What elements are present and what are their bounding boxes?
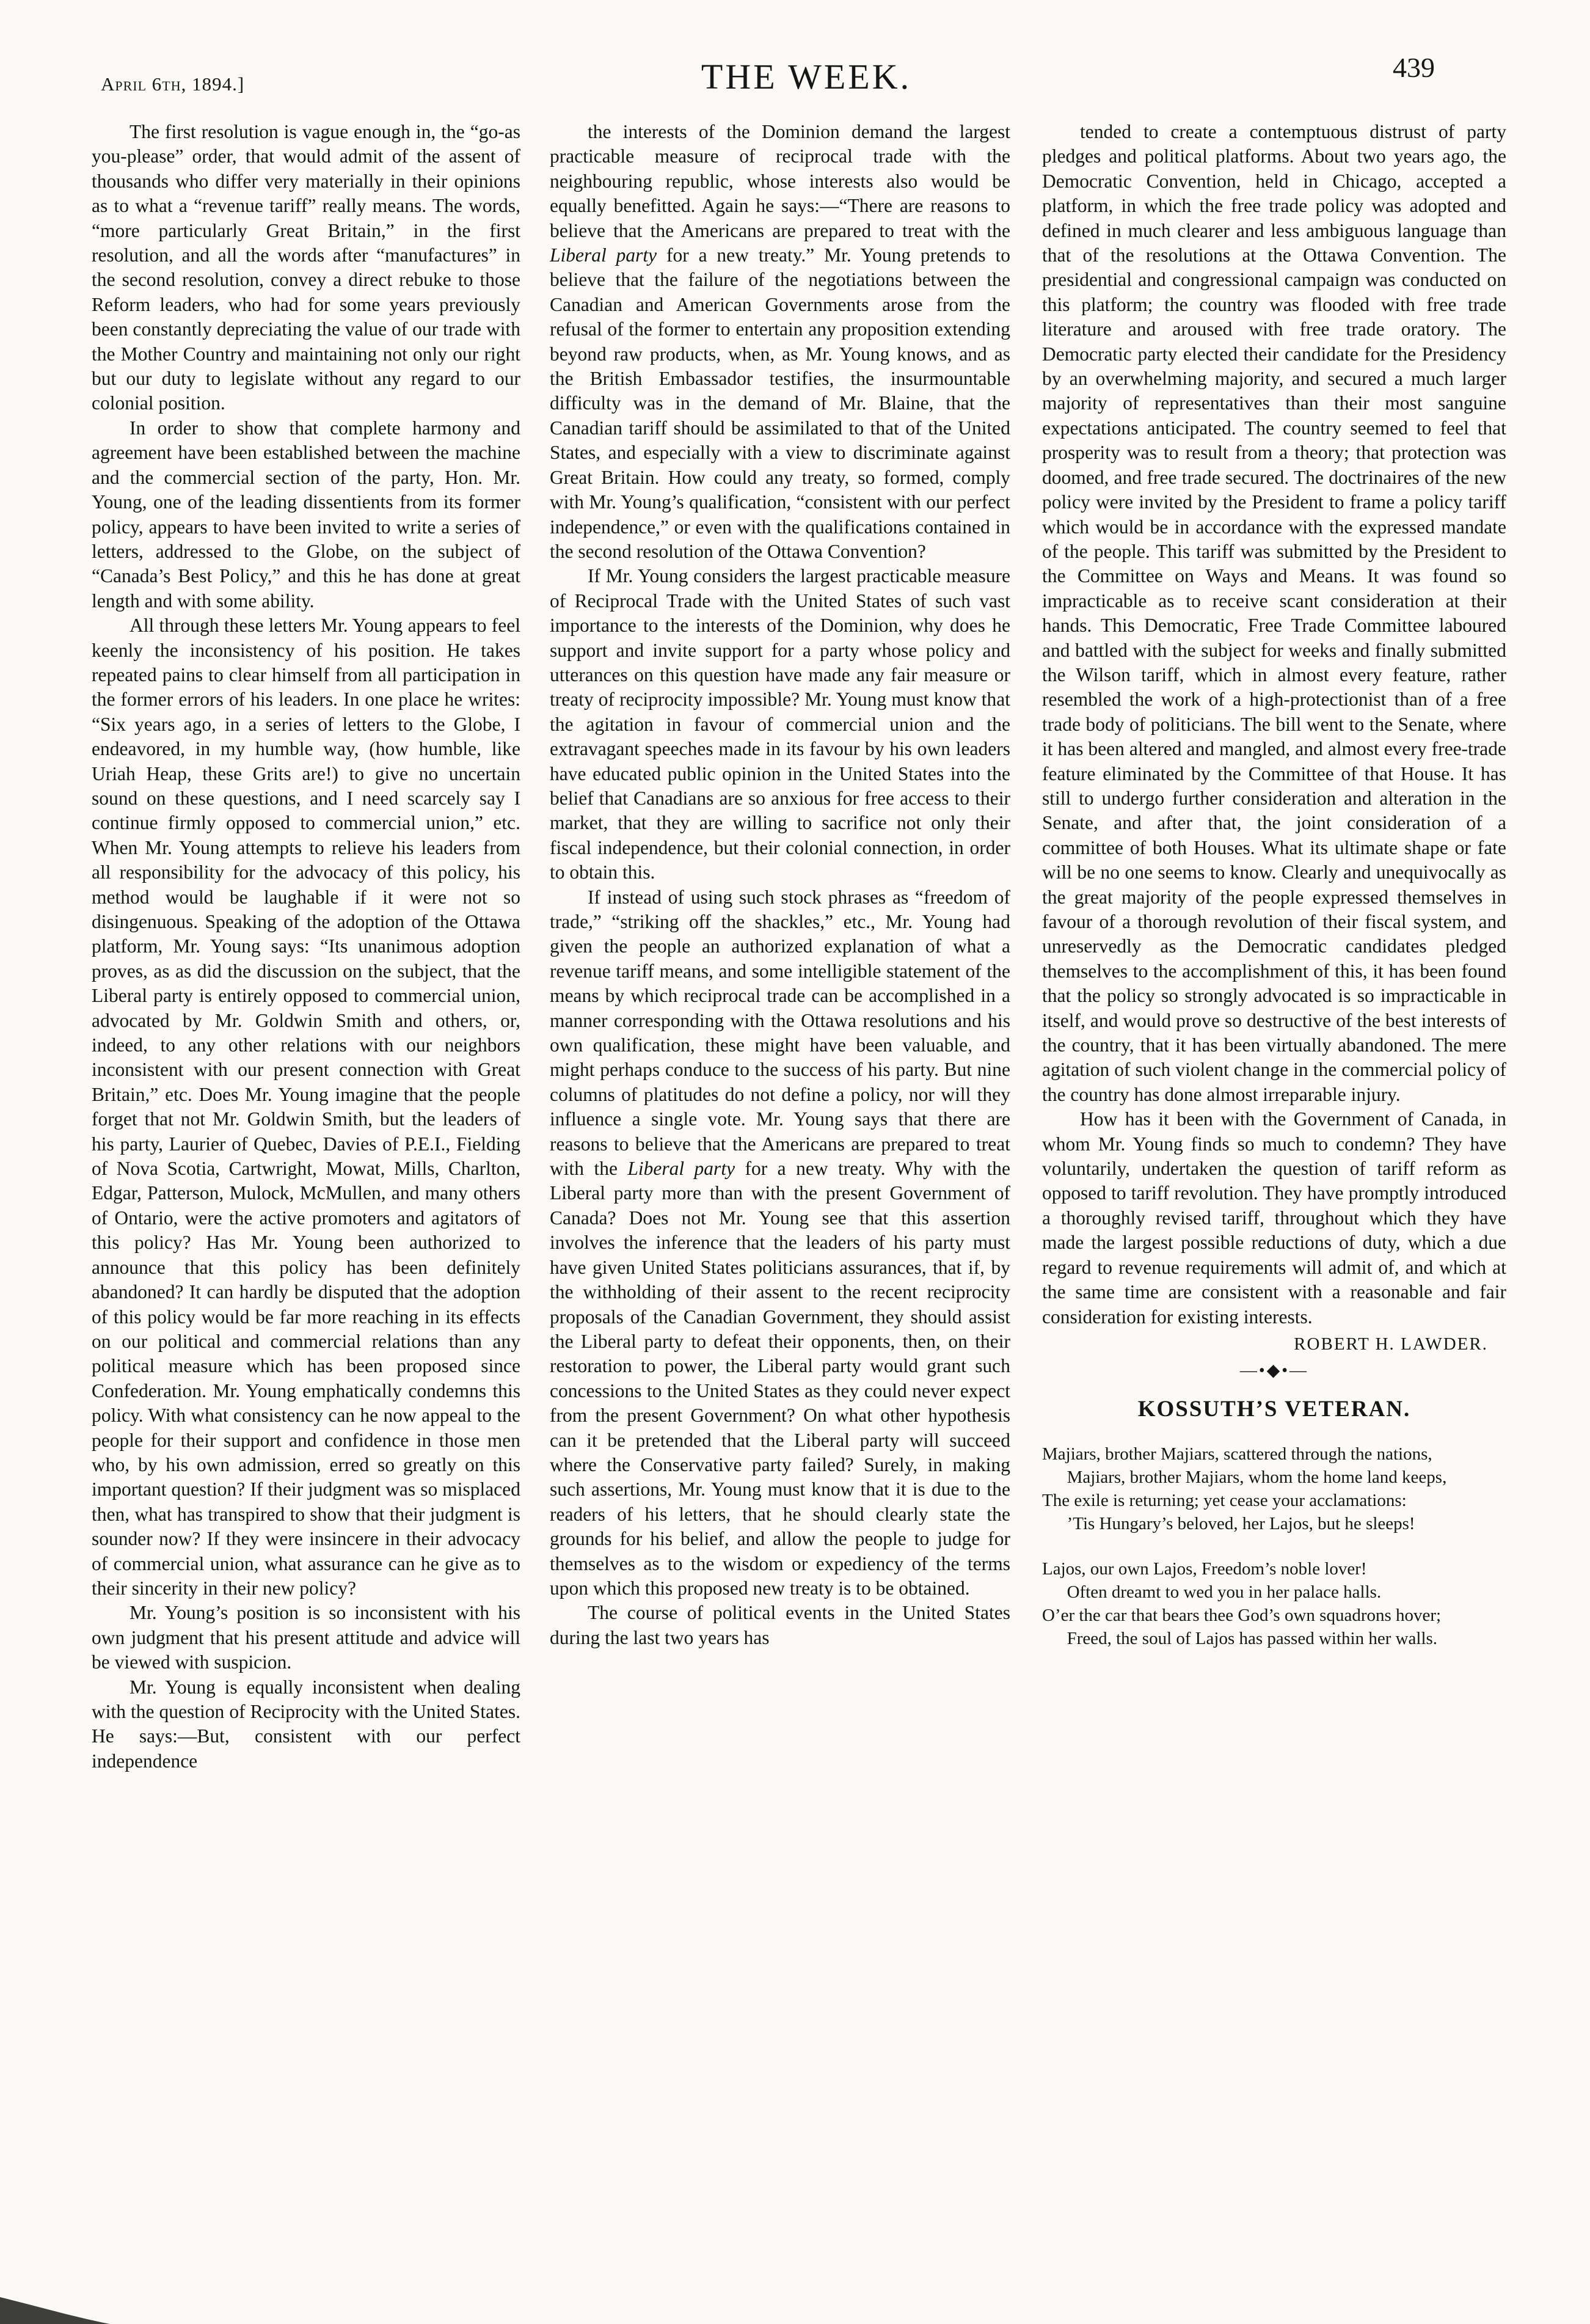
paragraph: In order to show that complete harmony and agreement have been established between the machine and the commercial section of the party, Hon. Mr. Young, one of the leading dissentients from its former policy, appears to have been invited to write a series of letters, addressed to the Globe, on the subject of “Canada’s Best Policy,” and this he has done at great length and with some ability. <box>92 417 520 612</box>
paragraph <box>550 120 1010 564</box>
poem-line: The exile is returning; yet cease your acclamations: <box>1042 1491 1407 1511</box>
paragraph: Mr. Young’s position is so inconsistent with his own judgment that his present attitude and advice will be viewed with suspicion. <box>92 1602 520 1673</box>
section-ornament: —•◆•— <box>1239 1361 1309 1381</box>
poem-line: Lajos, our own Lajos, Freedom’s noble lover! <box>1042 1559 1367 1579</box>
paragraph: If Mr. Young considers the largest practicable measure of Reciprocal Trade with the United States of such vast importance to the interests of the Dominion, why does he support and invite support for a party whose policy and utterances on this question have made any fair measure or treaty of reciprocity impossible? Mr. Young must know that the agitation in favour of commercial union and the extravagant speeches made in its favour by his own leaders have educated public opinion in the United States into the belief that Canadians are so anxious for free access to their market, that they are willing to sacrifice not only their fiscal independence, but their colonial connection, in order to obtain this. <box>550 565 1010 883</box>
poem-line: ’Tis Hungary’s beloved, her Lajos, but he sleeps! <box>1067 1514 1415 1534</box>
emphasis: Liberal party <box>627 1158 735 1180</box>
poem-line: Majiars, brother Majiars, scattered through the nations, <box>1042 1444 1432 1464</box>
paragraph: Mr. Young is equally inconsistent when dealing with the question of Reciprocity with the United States. He says:—But, consistent with our perfect independence <box>92 1676 520 1772</box>
paragraph: How has it been with the Government of Canada, in whom Mr. Young finds so much to condemn? They have voluntarily, undertaken the question of tariff reform as opposed to tariff revolution. They have promptly introduced a thoroughly revised tariff, throughout which they have made the largest possible reductions of duty, which a due regard to revenue requirements will admit of, and which at the same time are consistent with a reasonable and fair consideration for existing interests. <box>1042 1108 1506 1328</box>
emphasis: Liberal party <box>550 244 657 266</box>
poem-line: Often dreamt to wed you in her palace halls. <box>1067 1582 1382 1602</box>
page-edge-shadow <box>0 2285 1590 2324</box>
poem <box>1042 1442 1506 1650</box>
poem-line: Freed, the soul of Lajos has passed within her walls. <box>1067 1629 1438 1649</box>
paragraph: The first resolution is vague enough in, the “go-as you-please” order, that would admit of the assent of thousands who differ very materially in their opinions as to what a “revenue tariff” really means. The words, “more particularly Great Britain,” in the first resolution, and all the words after “manufactures” in the second resolution, convey a direct rebuke to those Reform leaders, who had for some years previously been constantly depreciating the value of our trade with the Mother Country and maintaining not only our right but our duty to legislate without any regard to our colonial position. <box>92 121 520 414</box>
paragraph <box>550 885 1010 1601</box>
masthead: THE WEEK. <box>701 57 912 97</box>
paragraph: tended to create a contemptuous distrust of party pledges and political platforms. About two years ago, the Democratic Convention, held in Chicago, accepted a platform, in which the free trade policy was adopted and defined in much clearer and less ambiguous language than that of the resolutions at the Ottawa Convention. The presidential and congressional campaign was conducted on this platform; the country was flooded with free trade literature and aroused with free trade oratory. The Democratic party elected their candidate for the Presidency by an overwhelming majority, and secured a much larger majority of representatives than their most sanguine expectations anticipated. The country seemed to feel that prosperity was to result from a theory; that protection was doomed, and free trade secured. The doctrinaires of the new policy were invited by the President to frame a policy tariff which would be in accordance with the expressed mandate of the people. This tariff was submitted by the President to the Committee on Ways and Means. It was found so impracticable as to receive scant consideration at their hands. This Democratic, Free Trade Committee laboured and battled with the subject for weeks and finally submitted the Wilson tariff, which in almost every feature, rather resembled the work of a high-protectionist than of a free trade body of politicians. The bill went to the Senate, where it has been altered and mangled, and almost every free-trade feature eliminated by the Committee of that House. It has still to undergo further consideration and alteration in the Senate, and after that, the joint consideration of a committee of both Houses. What its ultimate shape or fate will be no one seems to know. Clearly and unequivocally as the great majority of the people expressed themselves in favour of a thorough revolution of their fiscal system, and unreservedly as the Democratic candidates pledged themselves to the accomplishment of this, it has been found that the policy so strongly advocated is so impracticable in itself, and would prove so destructive of the best interests of the country, that it has been virtually abandoned. The mere agitation of such violent change in the commercial policy of the country has done almost irreparable injury. <box>1042 121 1506 1105</box>
page-number: 439 <box>1393 52 1435 83</box>
poem-line: Majiars, brother Majiars, whom the home land keeps, <box>1067 1467 1447 1488</box>
paragraph: The course of political events in the United States during the last two years has <box>550 1602 1010 1648</box>
author-signature: ROBERT H. LAWDER. <box>1294 1334 1488 1354</box>
poem-line: O’er the car that bears thee God’s own squadrons hover; <box>1042 1606 1442 1626</box>
column-right <box>1042 120 1506 2295</box>
text-run: for a new treaty.” Mr. Young pretends to believe that the failure of the negotiations between the Canadian and American Governments arose from the refusal of the former to entertain any proposition extending beyond raw products, when, as Mr. Young knows, and as the British Embassador testifies, the insurmountable difficulty was in the demand of Mr. Blaine, that the Canadian tariff should be assimilated to that of the United States, and especially with a view to discriminate against Great Britain. How could any treaty, so formed, comply with Mr. Young’s qualification, “consistent with our perfect independence,” or even with the qualifications contained in the second resolution of the Ottawa Convention? <box>550 244 1010 562</box>
column-middle <box>550 120 1010 2295</box>
column-left <box>92 120 520 2295</box>
paragraph: All through these letters Mr. Young appears to feel keenly the inconsistency of his position. He takes repeated pains to clear himself from all participation in the former errors of his leaders. In one place he writes: “Six years ago, in a series of letters to the Globe, I endeavored, in my humble way, (how humble, like Uriah Heap, these Grits are!) to give no uncertain sound on these questions, and I need scarcely say I continue firmly opposed to commercial union,” etc. When Mr. Young attempts to relieve his leaders from all responsibility for the advocacy of this policy, his method would be laughable if it were not so disingenuous. Speaking of the adoption of the Ottawa platform, Mr. Young says: “Its unanimous adoption proves, as as did the discussion on the subject, that the Liberal party is entirely opposed to commercial union, advocated by Mr. Goldwin Smith and others, or, indeed, to any other relations with our neighbors inconsistent with our present connection with Great Britain,” etc. Does Mr. Young imagine that the people forget that not Mr. Goldwin Smith, but the leaders of his party, Laurier of Quebec, Davies of P.E.I., Fielding of Nova Scotia, Cartwright, Mowat, Mills, Charlton, Edgar, Patterson, Mulock, McMullen, and many others of Ontario, were the active promoters and agitators of this policy? Has Mr. Young been authorized to announce that this policy has been definitely abandoned? It can hardly be disputed that the adoption of this policy would be far more reaching in its effects on our political and commercial relations than any political measure which has been proposed since Confederation. Mr. Young emphatically condemns this policy. With what consistency can he now appeal to the people for their support and confidence in those men who, by his own admission, erred so greatly on this important question? If their judgment was so misplaced then, what has transpired to show that their judgment is sounder now? If they were insincere in their advocacy of commercial union, what assurance can he give as to their sincerity in their new policy? <box>92 615 520 1599</box>
page-header <box>0 0 1590 122</box>
issue-date: April 6th, 1894.] <box>101 73 245 95</box>
text-run: If instead of using such stock phrases as “freedom of trade,” “striking off the shackles,” etc., Mr. Young had given the people an authorized explanation of what a revenue tariff means, and some intelligible statement of the means by which reciprocal trade can be accomplished in a manner corresponding with the Ottawa resolutions and his own qualification, these might have been valuable, and might perhaps conduce to the success of his party. But nine columns of platitudes do not define a policy, nor will they influence a single vote. Mr. Young says that there are reasons to believe that the Americans are prepared to treat with the <box>550 886 1010 1180</box>
text-run: the interests of the Dominion demand the largest practicable measure of reciprocal trade with the neighbouring republic, whose interests also would be equally benefitted. Again he says:—“There are reasons to believe that the Americans are prepared to treat with the <box>550 121 1010 241</box>
poem-stanza <box>1042 1442 1506 1535</box>
text-run: for a new treaty. Why with the Liberal party more than with the present Government of Canada? Does not Mr. Young see that this assertion involves the inference that the leaders of his party must have given United States politicians assurances, that if, by the withholding of their assent to the recent reciprocity proposals of the Canadian Government, they should assist the Liberal party to defeat their opponents, then, on their restoration to power, the Liberal party would grant such concessions to the United States as they could never expect from the present Government? On what other hypothesis can it be pretended that the Liberal party will succeed where the Conservative party failed? Surely, in making such assertions, Mr. Young must know that it is due to the readers of his letters, that he should clearly state the grounds for his belief, and allow the people to judge for themselves as to the wisdom or expediency of the terms upon which this proposed new treaty is to be obtained. <box>550 1158 1010 1599</box>
poem-stanza <box>1042 1557 1506 1650</box>
poem-title: KOSSUTH’S VETERAN. <box>1137 1396 1411 1422</box>
